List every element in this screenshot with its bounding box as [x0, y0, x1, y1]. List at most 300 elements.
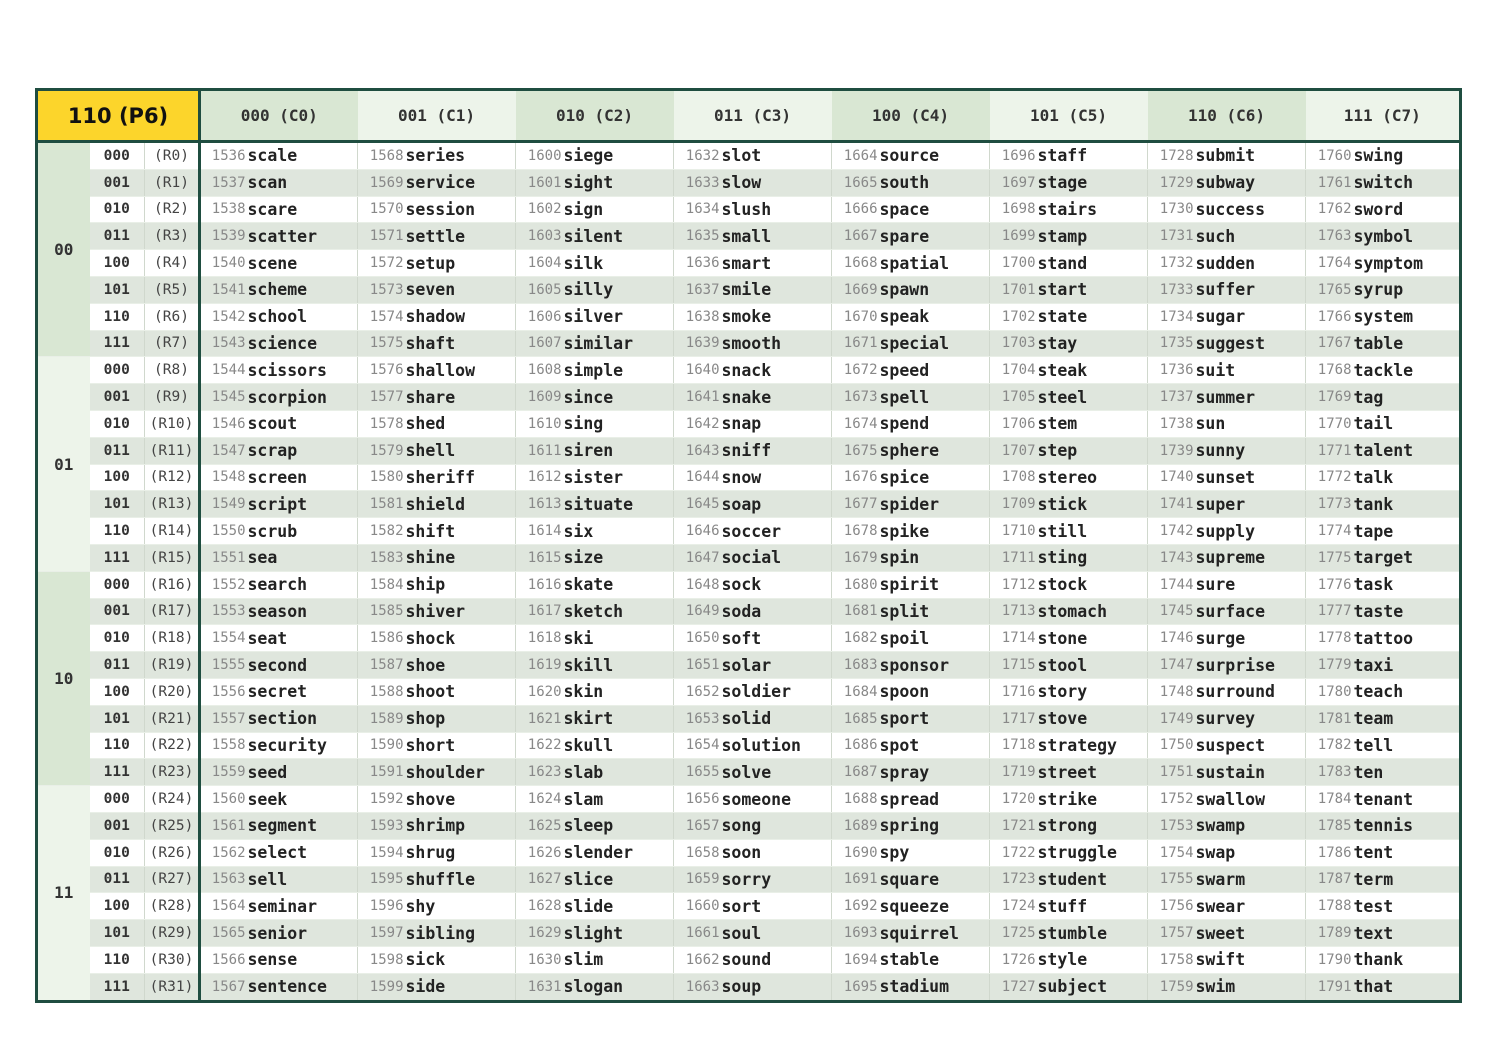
cell-index: 1668 [832, 250, 880, 277]
cell-index: 1561 [200, 812, 248, 839]
row-group-label: 01 [37, 357, 90, 571]
cell-word: slide [564, 893, 674, 920]
table-row [37, 357, 1461, 384]
cell-word: stand [1038, 250, 1148, 277]
cell-word: script [248, 491, 358, 518]
cell-word: shop [406, 705, 516, 732]
cell-word: slice [564, 866, 674, 893]
cell-word: stock [1038, 571, 1148, 598]
cell-index: 1739 [1148, 437, 1196, 464]
cell-word: super [1196, 491, 1306, 518]
cell-word: suspect [1196, 732, 1306, 759]
row-label: (R12) [145, 464, 200, 491]
row-bits: 000 [90, 571, 145, 598]
cell-index: 1679 [832, 544, 880, 571]
table-row [37, 276, 1461, 303]
cell-word: squirrel [880, 920, 990, 947]
cell-index: 1602 [516, 196, 564, 223]
cell-word: sponsor [880, 652, 990, 679]
table-row [37, 920, 1461, 947]
row-label: (R17) [145, 598, 200, 625]
cell-index: 1548 [200, 464, 248, 491]
row-bits: 011 [90, 223, 145, 250]
cell-index: 1573 [358, 276, 406, 303]
cell-word: shallow [406, 357, 516, 384]
cell-index: 1560 [200, 786, 248, 813]
cell-word: ten [1354, 759, 1461, 786]
cell-index: 1601 [516, 169, 564, 196]
cell-index: 1585 [358, 598, 406, 625]
table-row [37, 437, 1461, 464]
table-row [37, 786, 1461, 813]
cell-index: 1702 [990, 303, 1038, 330]
cell-index: 1663 [674, 973, 722, 1001]
cell-word: scan [248, 169, 358, 196]
cell-word: siege [564, 142, 674, 170]
word-grid-table [35, 88, 1462, 1003]
cell-index: 1784 [1306, 786, 1354, 813]
row-label: (R22) [145, 732, 200, 759]
cell-index: 1735 [1148, 330, 1196, 357]
cell-word: spin [880, 544, 990, 571]
row-label: (R24) [145, 786, 200, 813]
cell-index: 1716 [990, 678, 1038, 705]
cell-word: that [1354, 973, 1461, 1001]
cell-word: stomach [1038, 598, 1148, 625]
cell-word: shuffle [406, 866, 516, 893]
cell-index: 1599 [358, 973, 406, 1001]
cell-index: 1676 [832, 464, 880, 491]
cell-word: spell [880, 384, 990, 411]
cell-word: side [406, 973, 516, 1001]
table-row [37, 946, 1461, 973]
cell-index: 1731 [1148, 223, 1196, 250]
column-header: 111 (C7) [1306, 90, 1461, 142]
cell-word: switch [1354, 169, 1461, 196]
cell-index: 1752 [1148, 786, 1196, 813]
cell-word: select [248, 839, 358, 866]
cell-index: 1609 [516, 384, 564, 411]
row-group-label: 00 [37, 142, 90, 357]
table-row [37, 839, 1461, 866]
cell-index: 1775 [1306, 544, 1354, 571]
row-label: (R18) [145, 625, 200, 652]
cell-word: stuff [1038, 893, 1148, 920]
cell-index: 1789 [1306, 920, 1354, 947]
cell-index: 1669 [832, 276, 880, 303]
cell-index: 1672 [832, 357, 880, 384]
cell-index: 1688 [832, 786, 880, 813]
cell-word: settle [406, 223, 516, 250]
cell-index: 1786 [1306, 839, 1354, 866]
cell-index: 1673 [832, 384, 880, 411]
row-label: (R25) [145, 812, 200, 839]
cell-index: 1543 [200, 330, 248, 357]
cell-index: 1655 [674, 759, 722, 786]
cell-index: 1608 [516, 357, 564, 384]
cell-word: swarm [1196, 866, 1306, 893]
cell-word: sight [564, 169, 674, 196]
table-row [37, 598, 1461, 625]
cell-index: 1711 [990, 544, 1038, 571]
cell-word: scare [248, 196, 358, 223]
cell-word: soldier [722, 678, 832, 705]
cell-word: sheriff [406, 464, 516, 491]
row-bits: 111 [90, 759, 145, 786]
cell-index: 1734 [1148, 303, 1196, 330]
cell-index: 1554 [200, 625, 248, 652]
table-row [37, 491, 1461, 518]
cell-index: 1678 [832, 518, 880, 545]
cell-index: 1670 [832, 303, 880, 330]
row-bits: 110 [90, 518, 145, 545]
cell-index: 1760 [1306, 142, 1354, 170]
row-bits: 001 [90, 812, 145, 839]
cell-index: 1638 [674, 303, 722, 330]
cell-word: slab [564, 759, 674, 786]
cell-word: social [722, 544, 832, 571]
cell-index: 1742 [1148, 518, 1196, 545]
cell-index: 1541 [200, 276, 248, 303]
cell-index: 1630 [516, 946, 564, 973]
cell-index: 1767 [1306, 330, 1354, 357]
cell-word: sell [248, 866, 358, 893]
column-header: 101 (C5) [990, 90, 1148, 142]
cell-word: slogan [564, 973, 674, 1001]
row-label: (R28) [145, 893, 200, 920]
cell-index: 1610 [516, 410, 564, 437]
row-bits: 010 [90, 196, 145, 223]
cell-index: 1635 [674, 223, 722, 250]
cell-word: spirit [880, 571, 990, 598]
row-label: (R26) [145, 839, 200, 866]
cell-index: 1674 [832, 410, 880, 437]
cell-index: 1646 [674, 518, 722, 545]
cell-word: taxi [1354, 652, 1461, 679]
cell-word: song [722, 812, 832, 839]
cell-index: 1687 [832, 759, 880, 786]
cell-word: soul [722, 920, 832, 947]
cell-word: slow [722, 169, 832, 196]
cell-word: solution [722, 732, 832, 759]
cell-index: 1588 [358, 678, 406, 705]
cell-index: 1641 [674, 384, 722, 411]
cell-index: 1713 [990, 598, 1038, 625]
row-label: (R1) [145, 169, 200, 196]
cell-index: 1709 [990, 491, 1038, 518]
cell-index: 1656 [674, 786, 722, 813]
row-bits: 000 [90, 357, 145, 384]
cell-word: shock [406, 625, 516, 652]
column-header: 001 (C1) [358, 90, 516, 142]
cell-word: tenant [1354, 786, 1461, 813]
cell-word: snack [722, 357, 832, 384]
cell-index: 1626 [516, 839, 564, 866]
cell-index: 1537 [200, 169, 248, 196]
cell-word: tattoo [1354, 625, 1461, 652]
cell-index: 1654 [674, 732, 722, 759]
cell-index: 1710 [990, 518, 1038, 545]
row-label: (R8) [145, 357, 200, 384]
cell-index: 1582 [358, 518, 406, 545]
cell-word: scheme [248, 276, 358, 303]
cell-index: 1695 [832, 973, 880, 1001]
cell-index: 1571 [358, 223, 406, 250]
cell-index: 1746 [1148, 625, 1196, 652]
cell-word: task [1354, 571, 1461, 598]
cell-index: 1667 [832, 223, 880, 250]
cell-word: slight [564, 920, 674, 947]
cell-index: 1651 [674, 652, 722, 679]
cell-word: sound [722, 946, 832, 973]
cell-index: 1558 [200, 732, 248, 759]
cell-word: text [1354, 920, 1461, 947]
cell-word: silly [564, 276, 674, 303]
cell-index: 1706 [990, 410, 1038, 437]
cell-index: 1765 [1306, 276, 1354, 303]
cell-word: slush [722, 196, 832, 223]
cell-word: suffer [1196, 276, 1306, 303]
cell-index: 1546 [200, 410, 248, 437]
row-bits: 100 [90, 250, 145, 277]
cell-index: 1627 [516, 866, 564, 893]
table-row [37, 223, 1461, 250]
cell-word: test [1354, 893, 1461, 920]
cell-word: stamp [1038, 223, 1148, 250]
cell-index: 1550 [200, 518, 248, 545]
cell-word: tail [1354, 410, 1461, 437]
cell-word: skill [564, 652, 674, 679]
table-row [37, 893, 1461, 920]
cell-index: 1768 [1306, 357, 1354, 384]
cell-index: 1675 [832, 437, 880, 464]
cell-word: since [564, 384, 674, 411]
cell-word: strike [1038, 786, 1148, 813]
cell-index: 1575 [358, 330, 406, 357]
cell-word: teach [1354, 678, 1461, 705]
cell-word: syrup [1354, 276, 1461, 303]
cell-word: team [1354, 705, 1461, 732]
cell-word: stereo [1038, 464, 1148, 491]
cell-word: seed [248, 759, 358, 786]
cell-index: 1774 [1306, 518, 1354, 545]
row-label: (R29) [145, 920, 200, 947]
cell-word: stay [1038, 330, 1148, 357]
cell-index: 1691 [832, 866, 880, 893]
cell-word: shadow [406, 303, 516, 330]
column-header: 100 (C4) [832, 90, 990, 142]
cell-word: such [1196, 223, 1306, 250]
cell-index: 1790 [1306, 946, 1354, 973]
cell-word: surprise [1196, 652, 1306, 679]
cell-word: street [1038, 759, 1148, 786]
cell-index: 1756 [1148, 893, 1196, 920]
cell-word: staff [1038, 142, 1148, 170]
cell-word: soup [722, 973, 832, 1001]
cell-word: stool [1038, 652, 1148, 679]
cell-word: season [248, 598, 358, 625]
cell-index: 1559 [200, 759, 248, 786]
cell-word: spider [880, 491, 990, 518]
cell-word: smoke [722, 303, 832, 330]
cell-word: shine [406, 544, 516, 571]
cell-word: size [564, 544, 674, 571]
cell-word: subject [1038, 973, 1148, 1001]
cell-word: stem [1038, 410, 1148, 437]
row-label: (R19) [145, 652, 200, 679]
cell-index: 1761 [1306, 169, 1354, 196]
cell-index: 1754 [1148, 839, 1196, 866]
cell-index: 1722 [990, 839, 1038, 866]
cell-word: shoot [406, 678, 516, 705]
cell-word: system [1354, 303, 1461, 330]
cell-word: tag [1354, 384, 1461, 411]
cell-word: skirt [564, 705, 674, 732]
cell-word: supply [1196, 518, 1306, 545]
cell-index: 1723 [990, 866, 1038, 893]
cell-word: solar [722, 652, 832, 679]
table-row [37, 169, 1461, 196]
cell-word: spray [880, 759, 990, 786]
cell-word: security [248, 732, 358, 759]
cell-word: service [406, 169, 516, 196]
table-row [37, 973, 1461, 1001]
cell-word: sustain [1196, 759, 1306, 786]
cell-index: 1740 [1148, 464, 1196, 491]
cell-word: thank [1354, 946, 1461, 973]
table-row [37, 142, 1461, 170]
cell-word: sunset [1196, 464, 1306, 491]
row-group-label: 10 [37, 571, 90, 785]
cell-word: sorry [722, 866, 832, 893]
row-label: (R20) [145, 678, 200, 705]
cell-index: 1549 [200, 491, 248, 518]
cell-word: spawn [880, 276, 990, 303]
grid-body [37, 142, 1461, 1002]
cell-word: sport [880, 705, 990, 732]
cell-index: 1613 [516, 491, 564, 518]
cell-word: seek [248, 786, 358, 813]
cell-word: swallow [1196, 786, 1306, 813]
cell-index: 1736 [1148, 357, 1196, 384]
cell-index: 1619 [516, 652, 564, 679]
row-label: (R14) [145, 518, 200, 545]
cell-index: 1611 [516, 437, 564, 464]
cell-word: sugar [1196, 303, 1306, 330]
cell-index: 1594 [358, 839, 406, 866]
cell-index: 1720 [990, 786, 1038, 813]
cell-index: 1629 [516, 920, 564, 947]
cell-word: share [406, 384, 516, 411]
cell-word: silent [564, 223, 674, 250]
row-label: (R31) [145, 973, 200, 1001]
row-label: (R9) [145, 384, 200, 411]
cell-word: senior [248, 920, 358, 947]
cell-index: 1555 [200, 652, 248, 679]
cell-word: second [248, 652, 358, 679]
cell-word: shrug [406, 839, 516, 866]
cell-word: scout [248, 410, 358, 437]
row-bits: 011 [90, 866, 145, 893]
cell-index: 1636 [674, 250, 722, 277]
cell-index: 1660 [674, 893, 722, 920]
table-row [37, 464, 1461, 491]
cell-word: south [880, 169, 990, 196]
cell-index: 1621 [516, 705, 564, 732]
cell-index: 1783 [1306, 759, 1354, 786]
cell-word: seat [248, 625, 358, 652]
cell-word: scrap [248, 437, 358, 464]
cell-index: 1727 [990, 973, 1038, 1001]
cell-index: 1718 [990, 732, 1038, 759]
cell-index: 1598 [358, 946, 406, 973]
cell-index: 1745 [1148, 598, 1196, 625]
cell-index: 1704 [990, 357, 1038, 384]
cell-index: 1623 [516, 759, 564, 786]
cell-index: 1583 [358, 544, 406, 571]
cell-word: sweet [1196, 920, 1306, 947]
cell-word: scrub [248, 518, 358, 545]
cell-index: 1680 [832, 571, 880, 598]
cell-index: 1553 [200, 598, 248, 625]
cell-word: stage [1038, 169, 1148, 196]
cell-index: 1536 [200, 142, 248, 170]
cell-index: 1631 [516, 973, 564, 1001]
cell-word: sentence [248, 973, 358, 1001]
cell-word: soda [722, 598, 832, 625]
cell-word: spot [880, 732, 990, 759]
cell-index: 1596 [358, 893, 406, 920]
cell-word: subway [1196, 169, 1306, 196]
cell-index: 1640 [674, 357, 722, 384]
cell-index: 1622 [516, 732, 564, 759]
cell-index: 1715 [990, 652, 1038, 679]
cell-index: 1744 [1148, 571, 1196, 598]
cell-word: steel [1038, 384, 1148, 411]
cell-index: 1563 [200, 866, 248, 893]
cell-index: 1725 [990, 920, 1038, 947]
cell-index: 1589 [358, 705, 406, 732]
cell-index: 1701 [990, 276, 1038, 303]
cell-word: submit [1196, 142, 1306, 170]
cell-index: 1606 [516, 303, 564, 330]
cell-index: 1590 [358, 732, 406, 759]
cell-word: shrimp [406, 812, 516, 839]
cell-index: 1748 [1148, 678, 1196, 705]
cell-word: stumble [1038, 920, 1148, 947]
cell-index: 1616 [516, 571, 564, 598]
cell-index: 1779 [1306, 652, 1354, 679]
cell-word: struggle [1038, 839, 1148, 866]
cell-word: secret [248, 678, 358, 705]
cell-word: student [1038, 866, 1148, 893]
cell-word: style [1038, 946, 1148, 973]
cell-index: 1632 [674, 142, 722, 170]
cell-index: 1662 [674, 946, 722, 973]
cell-index: 1782 [1306, 732, 1354, 759]
cell-word: skate [564, 571, 674, 598]
cell-word: seminar [248, 893, 358, 920]
cell-index: 1592 [358, 786, 406, 813]
cell-word: spice [880, 464, 990, 491]
cell-word: solve [722, 759, 832, 786]
cell-word: stove [1038, 705, 1148, 732]
cell-index: 1757 [1148, 920, 1196, 947]
cell-index: 1685 [832, 705, 880, 732]
cell-word: shaft [406, 330, 516, 357]
table-row [37, 652, 1461, 679]
row-label: (R11) [145, 437, 200, 464]
